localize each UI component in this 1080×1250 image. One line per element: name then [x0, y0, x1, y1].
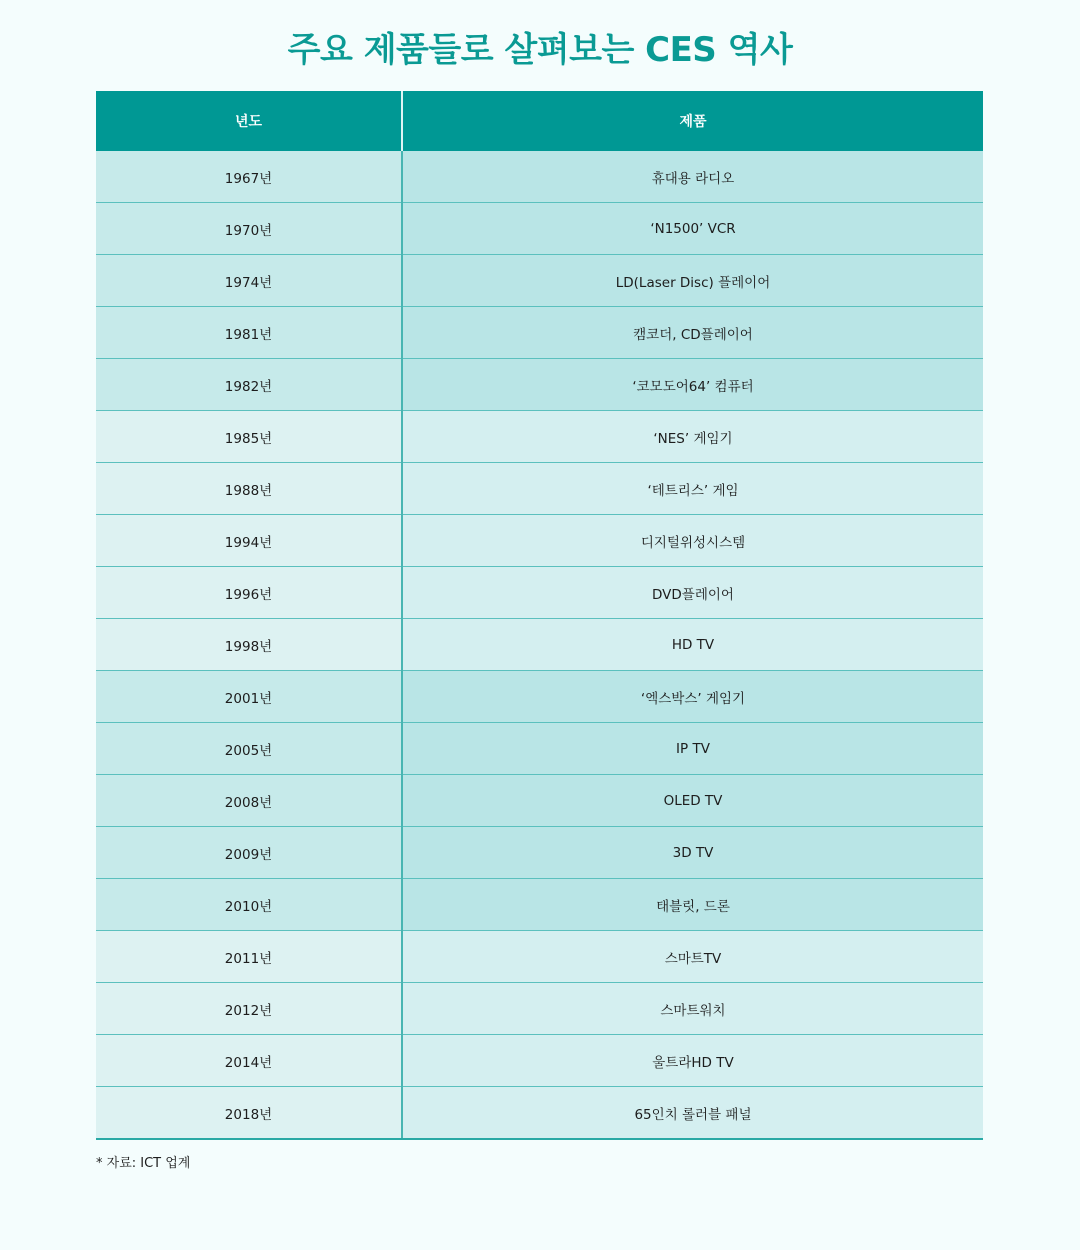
product-cell: 디지털위성시스템 [402, 515, 983, 567]
column-header-year: 년도 [96, 91, 402, 151]
year-cell: 1967년 [96, 151, 402, 203]
product-cell: 태블릿, 드론 [402, 879, 983, 931]
table-row [96, 723, 983, 775]
year-cell: 1974년 [96, 255, 402, 307]
table-row [96, 567, 983, 619]
product-cell: 울트라HD TV [402, 1035, 983, 1087]
product-cell: ‘NES’ 게임기 [402, 411, 983, 463]
table-row [96, 879, 983, 931]
year-cell: 1982년 [96, 359, 402, 411]
table-row [96, 619, 983, 671]
year-cell: 1981년 [96, 307, 402, 359]
year-cell: 2018년 [96, 1087, 402, 1140]
source-note: * 자료: ICT 업계 [96, 1156, 191, 1171]
product-cell: IP TV [402, 723, 983, 775]
product-cell: 캠코더, CD플레이어 [402, 307, 983, 359]
table-row [96, 1087, 983, 1140]
table-row [96, 411, 983, 463]
product-cell: 65인치 롤러블 패널 [402, 1087, 983, 1140]
year-cell: 2001년 [96, 671, 402, 723]
year-cell: 2011년 [96, 931, 402, 983]
year-cell: 1988년 [96, 463, 402, 515]
product-cell: 스마트워치 [402, 983, 983, 1035]
ces-history-table-container [96, 91, 983, 1140]
year-cell: 1998년 [96, 619, 402, 671]
year-cell: 1996년 [96, 567, 402, 619]
page-title: 주요 제품들로 살펴보는 CES 역사 [287, 30, 793, 70]
year-cell: 2009년 [96, 827, 402, 879]
column-header-product: 제품 [402, 91, 983, 151]
table-row [96, 827, 983, 879]
table-body [96, 151, 983, 1139]
table-row [96, 1035, 983, 1087]
product-cell: HD TV [402, 619, 983, 671]
product-cell: ‘N1500’ VCR [402, 203, 983, 255]
table-header-row [96, 91, 983, 151]
year-cell: 2005년 [96, 723, 402, 775]
year-cell: 2008년 [96, 775, 402, 827]
year-cell: 2014년 [96, 1035, 402, 1087]
table-row [96, 983, 983, 1035]
year-cell: 1970년 [96, 203, 402, 255]
product-cell: DVD플레이어 [402, 567, 983, 619]
table-row [96, 203, 983, 255]
year-cell: 1985년 [96, 411, 402, 463]
table-row [96, 931, 983, 983]
year-cell: 2012년 [96, 983, 402, 1035]
product-cell: ‘코모도어64’ 컴퓨터 [402, 359, 983, 411]
year-cell: 1994년 [96, 515, 402, 567]
table-row [96, 671, 983, 723]
product-cell: 휴대용 라디오 [402, 151, 983, 203]
product-cell: LD(Laser Disc) 플레이어 [402, 255, 983, 307]
table-row [96, 151, 983, 203]
product-cell: 스마트TV [402, 931, 983, 983]
table-row [96, 463, 983, 515]
product-cell: OLED TV [402, 775, 983, 827]
table-row [96, 515, 983, 567]
table-row [96, 775, 983, 827]
product-cell: ‘테트리스’ 게임 [402, 463, 983, 515]
year-cell: 2010년 [96, 879, 402, 931]
product-cell: 3D TV [402, 827, 983, 879]
table-row [96, 359, 983, 411]
table-row [96, 255, 983, 307]
product-cell: ‘엑스박스’ 게임기 [402, 671, 983, 723]
ces-history-table [96, 91, 983, 1140]
table-row [96, 307, 983, 359]
